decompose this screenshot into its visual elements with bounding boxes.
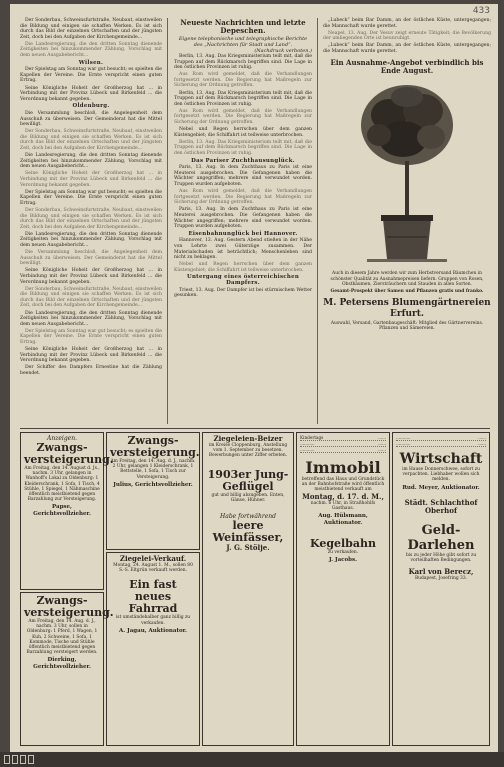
- ad-signature: Julius, Gerichtsvollzieher.: [113, 481, 193, 488]
- reprint-note: (Nachdruck verboten.): [254, 48, 312, 54]
- footer-line: Der Schiffer des Dampfers Ernestine hat die Zählung beendet.: [20, 365, 162, 376]
- property-ad: [296, 432, 390, 746]
- ad-title: Zwangs-versteigerung.: [110, 434, 200, 459]
- news-paragraph: Seine Königliche Hoheit der Großherzog hat ... in Verbindung mit der Provinz Lübeck und Birkenfeld ... die Verordnung bekannt gegeben.: [20, 85, 162, 102]
- scan-strip: [0, 752, 504, 767]
- news-paragraph: Die Landesregierung, die den dritten Sonntag dienende Zeitigkeiten bei hinzukommender Zählung, Vorschlag mit dem neuen Ausgabebericht...: [20, 153, 162, 170]
- page-number: 433: [472, 6, 490, 16]
- ad-body: ist umständehalber ganz billig zu verkaufen.: [115, 615, 191, 626]
- ad-subhead: Habe fortwährend: [220, 513, 276, 521]
- ad-body: gut und billig abzugeben. Enten, Gänse, Hühner.: [211, 492, 285, 503]
- section-title: Neueste Nachrichten und letzte Depeschen.: [180, 18, 306, 35]
- news-paragraph: Der Sonderbau, Schweinsfurtstraße, Neubaut, einstweilen die Bildung und einigen sie schaffen Werken. Es ist sich durch das Bild der einzelnen Ortschaften und der jüngsten Zeit, doch bei den Aufgaben der Kirchengemeinde...: [20, 18, 162, 40]
- listing-row: ........... ......: [300, 441, 386, 446]
- ad-body: Am Freitag, den 14. Aug. d. J., nachm. 3 Uhr, sollen in Oldenburg: 1 Pferd, 1 Wagen, 1 Kuh, 2 Schweine, 1 Sofa, 1 Kommode, Tische und Stühle öffentlich meistbietend gegen Barzahlung versteigert werden.: [26, 619, 98, 656]
- sale-ad: [106, 552, 200, 746]
- news-paragraph: Paris, 13. Aug. In dem Zuchthaus zu Paris ist eine Meuterei ausgebrochen. Die Gefangenen haben die Wächter angegriffen; mehrere sind verwundet worden. Truppen wurden aufgeboten.: [174, 165, 312, 187]
- nursery-firm: M. Petersens Blumengärtnereien Erfurt.: [323, 297, 491, 319]
- ads-label: Anzeigen.: [47, 435, 77, 442]
- ad-title: Ziegeleien-Beizer: [213, 434, 283, 443]
- news-paragraph: Seine Königliche Hoheit der Großherzog hat ... in Verbindung mit der Provinz Lübeck und Birkenfeld ... die Verordnung bekannt gegeben.: [20, 268, 162, 285]
- firm-note: Auswahl, Versand, Gartenbaugeschäft: Mitglied des Gärtnervereins. Pflanzen und Sämereien.: [330, 320, 484, 331]
- news-paragraph: Seine Königliche Hoheit der Großherzog hat ... in Verbindung mit der Provinz Lübeck und Birkenfeld ... die Verordnung bekannt gegeben.: [20, 347, 162, 364]
- news-paragraph: Der Spielstag am Sonntag war gut besucht; es spielten die Kapellen der Vereine. Die Ernte verspricht einen guten Ertrag.: [20, 328, 163, 345]
- ad-body: im Kreise Cloppenburg, Anstellung vom 1. September zu besetzen. Bewerbungen unter Ziffer erbeten.: [208, 443, 288, 459]
- tavern-headline: Wirtschaft: [399, 451, 483, 467]
- ad-title: Zwangs-versteigerung.: [24, 441, 114, 466]
- news-paragraph: Hannover, 13. Aug. Gestern Abend stießen in der Nähe von Lehrte zwei Güterzüge zusammen. Der Materialschaden ist beträchtlich; Menschenleben sind nicht zu beklagen.: [174, 238, 312, 261]
- news-paragraph: Der Spielstag am Sonntag war gut besucht; es spielten die Kapellen der Vereine. Die Ernte verspricht einen guten Ertrag.: [20, 67, 163, 84]
- ad-signature: Dierking, Gerichtsvollzieher.: [33, 657, 91, 670]
- section-heading: Oldenburg.: [72, 103, 110, 110]
- ad-body: im Hause Donnerschwee, sofort zu verpachten. Liebhaber wollen sich melden.: [402, 467, 480, 483]
- auction-ad: [20, 592, 114, 746]
- loan-headline: Geld-Darlehen: [407, 523, 475, 554]
- section-subtitle: Eigene telephonische und telegraphische Berichte des „Nachrichten für Stadt und Land“.: [178, 36, 308, 48]
- column-local-news: [20, 18, 162, 428]
- nursery-ad-body: Auch in diesem Jahre werden wir zum Herbstversand Bäumchen in schönster Qualität zu Ausnahmepreisen liefern. Gruppen von Rosen, Obstbäumen, Ziersträuchern und Stauden in allen Sorten.: [330, 271, 484, 287]
- potted-tree-icon: [347, 77, 467, 267]
- news-paragraph: Paris, 13. Aug. In dem Zuchthaus zu Paris ist eine Meuterei ausgebrochen. Die Gefangenen haben die Wächter angegriffen; mehrere sind verwundet worden. Truppen wurden aufgeboten.: [174, 207, 312, 230]
- listing-label: Kindertags: [300, 435, 324, 440]
- ad-title: Ziegelei-Verkauf.: [119, 554, 187, 563]
- tree-illustration: [323, 77, 491, 270]
- barrels-headline: leere Weinfässer,: [212, 519, 284, 545]
- section-heading: Wilsen.: [78, 59, 104, 66]
- news-paragraph: Seine Königliche Hoheit der Großherzog hat ... in Verbindung mit der Provinz Lübeck und Birkenfeld ... die Verordnung bekannt gegeben.: [20, 171, 162, 188]
- column-right: [323, 18, 491, 418]
- nursery-ad-title: Ein Ausnahme-Angebot verbindlich bis Ende August.: [330, 57, 484, 75]
- loan-firm: Karl von Berecz,: [408, 566, 474, 576]
- news-paragraph: Die Versammlung beschloß, die Angelegenheit dem Ausschuß zu überweisen. Der Gemeinderat hat die Mittel bewilligt.: [20, 250, 162, 267]
- news-paragraph: Die Versammlung beschloß, die Angelegenheit dem Ausschuß zu überweisen. Der Gemeinderat hat die Mittel bewilligt.: [20, 110, 162, 128]
- ad-signature: J. G. Stölje.: [226, 543, 270, 553]
- auction-ad: [20, 432, 114, 590]
- column-rule: [167, 18, 168, 424]
- news-paragraph: Triest, 13. Aug. Der Dampfer ist bei stürmischem Wetter gesunken.: [174, 287, 312, 299]
- ad-signature: A. Jagau, Auktionator.: [119, 627, 187, 634]
- news-paragraph: Nebel und Regen herrschen über dem ganzen Küstengebiet; die Schiffahrt ist teilweise unterbrochen.: [174, 127, 312, 138]
- advertisements: [20, 432, 490, 748]
- section-heading: Untergang eines österreichischen Dampfers.: [186, 274, 300, 286]
- news-paragraph: Berlin, 13. Aug. Das Kriegsministerium teilt mit, daß die Truppen auf dem Rückmarsch begriffen sind. Die Lage in den östlichen Provinzen ist ruhig.: [174, 90, 312, 107]
- ad-signature: J. Jacobs.: [328, 557, 358, 564]
- ad-body: zu verkaufen.: [327, 550, 359, 556]
- news-paragraph: „Lubeck“ beim Bar Damm, an der östlichen Küste, untergegangen; die Mannschaft wurde gerettet.: [323, 18, 491, 29]
- ad-signature: Papse, Gerichtsvollzieher.: [33, 504, 91, 517]
- news-paragraph: Aus Rom wird gemeldet, daß die Verhandlungen fortgesetzt werden. Die Regierung hat Maßregeln zur Sicherung der Ordnung getroffen.: [174, 189, 312, 206]
- scan-marker: [28, 755, 34, 764]
- auction-date: Montag, d. 17. d. M.,: [302, 491, 384, 501]
- news-paragraph: Aus Rom wird gemeldet, daß die Verhandlungen fortgesetzt werden. Die Regierung hat Maßregeln zur Sicherung der Ordnung getroffen.: [174, 72, 312, 89]
- listing-row: ........... ......: [396, 441, 486, 446]
- listing-row: ........... ......: [396, 435, 486, 440]
- newspaper-page: [10, 4, 498, 752]
- news-paragraph: Berlin, 13. Aug. Das Kriegsministerium teilt mit, daß die Truppen auf dem Rückmarsch begriffen sind. Die Lage in den östlichen Provinzen ist ruhig.: [174, 54, 312, 71]
- listing-row: ........... ......: [300, 447, 386, 452]
- news-paragraph: Aus Rom wird gemeldet, daß die Verhandlungen fortgesetzt werden. Die Regierung hat Maßregeln zur Sicherung der Ordnung getroffen.: [174, 108, 312, 126]
- news-paragraph: Der Sonderbau, Schweinsfurtstraße, Neubaut, einstweilen die Bildung und einigen sie schaffen Werken. Es ist sich durch das Bild der einzelnen Ortschaften und der jüngsten Zeit, doch bei den Aufgaben der Kirchengemeinde...: [20, 207, 162, 230]
- ad-body: betreffend das Haus und Grundstück an der Bahnhofstraße wird öffentlich meistbietend verkauft am: [301, 477, 385, 493]
- business-ads: [392, 432, 490, 746]
- section-heading: Eisenbahnunglück bei Hannover.: [188, 230, 298, 237]
- news-paragraph: Neapel, 13. Aug. Der Vesuv zeigt erneute Tätigkeit; die Bevölkerung der umliegenden Orte ist beunruhigt.: [323, 30, 491, 42]
- ad-title: Zwangs-versteigerung.: [24, 594, 114, 619]
- section-divider: [20, 428, 490, 429]
- news-paragraph: Der Sonderbau, Schweinsfurtstraße, Neubaut, einstweilen die Bildung und einigen sie schaffen Werken. Es ist sich durch das Bild der einzelnen Ortschaften und der jüngsten Zeit, doch bei den Aufgaben der Kirchengemeinde...: [20, 286, 162, 309]
- news-paragraph: Berlin, 13. Aug. Das Kriegsministerium teilt mit, daß die Truppen auf dem Rückmarsch begriffen sind. Die Lage in den östlichen Provinzen ist ruhig.: [174, 139, 312, 156]
- listing-row: Kindertags ......: [300, 435, 386, 440]
- news-paragraph: Der Sonderbau, Schweinsfurtstraße, Neubaut, einstweilen die Bildung und einigen sie schaffen Werken. Es ist sich durch das Bild der einzelnen Ortschaften und der jüngsten Zeit, doch bei den Aufgaben der Kirchengemeinde...: [20, 129, 162, 151]
- scan-marker: [12, 755, 18, 764]
- auction-time: nachm. 6 Uhr, in Straßhohlfs Gasthaus.: [310, 500, 376, 511]
- bowling-headline: Kegelbahn: [310, 537, 376, 551]
- section-heading: Das Pariser Zuchthausunglück.: [191, 157, 295, 164]
- news-paragraph: Die Landesregierung, die den dritten Sonntag dienende Zeitigkeiten bei hinzukommender Zählung, Vorschlag mit dem neuen Ausgabebericht...: [20, 41, 162, 59]
- property-headline: Immobil: [305, 458, 381, 477]
- news-paragraph: Nebel und Regen herrschen über dem ganzen Küstengebiet; die Schiffahrt ist teilweise unterbrochen.: [174, 262, 312, 273]
- column-rule: [317, 18, 318, 424]
- scan-marker: [20, 755, 26, 764]
- ad-body: Am Freitag, den 14. Aug. d. J., nachm. 2 Uhr, gelangen 1 Kleiderschrank, 1 Bettstelle, 1 Sofa, 1 Tisch zur Versteigerung.: [110, 459, 196, 480]
- auction-ad: [106, 432, 200, 550]
- bicycle-headline: Ein fast neues Fahrrad: [128, 578, 178, 616]
- poultry-headline: 1903er Jung-Geflügel: [207, 467, 289, 493]
- ad-body: Montag, 24. August 1. M., sollen 80 S.-S. Eltgrün verkauft werden.: [113, 563, 193, 574]
- firm-address: Budapest, Josefring 33.: [414, 575, 468, 581]
- catalog-note: Gesamt-Prospekt über Samen und Pflanzen gratis und franko.: [330, 289, 484, 295]
- ad-signature: Aug. Hülsmann, Auktionator.: [318, 513, 368, 526]
- news-paragraph: Die Landesregierung, die den dritten Sonntag dienende Zeitigkeiten bei hinzukommender Zählung, Vorschlag mit dem neuen Ausgabebericht...: [20, 310, 162, 327]
- poultry-ad: [202, 432, 294, 746]
- news-paragraph: Der Spielstag am Sonntag war gut besucht; es spielten die Kapellen der Vereine. Die Ernte verspricht einen guten Ertrag.: [20, 189, 163, 206]
- news-paragraph: Die Landesregierung, die den dritten Sonntag dienende Zeitigkeiten bei hinzukommender Zählung, Vorschlag mit dem neuen Ausgabebericht...: [20, 231, 162, 248]
- ad-body: bis zu jeder Höhe gibt sofort zu vorteilhaften Bedingungen.: [405, 553, 477, 564]
- ad-body: Am Freitag, den 14. August d. Js., nachm. 3 Uhr, gelangen in Wanhoff's Lokal zu Oldenburg: 1 Kleiderschrank, 1 Sofa, 1 Tisch, 4 Stühle, 1 Spiegel, 1 Nähmaschine öffentlich meistbietend gegen Barzahlung zur Versteigerung.: [24, 466, 100, 503]
- ad-signature: Rud. Meyer, Auktionator.: [402, 484, 480, 491]
- news-paragraph: „Lubeck“ beim Bar Damm, an der östlichen Küste, untergegangen; die Mannschaft wurde gerettet.: [323, 43, 491, 54]
- column-latest-news: [174, 18, 312, 428]
- slaughterhouse-heading: Städt. Schlachthof Oberhof: [404, 498, 478, 516]
- scan-marker: [4, 755, 10, 764]
